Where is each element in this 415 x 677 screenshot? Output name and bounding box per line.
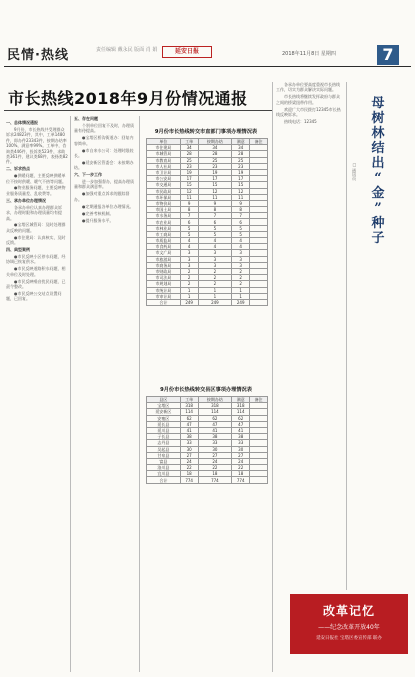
table-cell: 8 (180, 207, 198, 213)
table-cell: 6 (180, 219, 198, 225)
table-cell: 27 (232, 452, 250, 458)
table-cell: 62 (180, 415, 198, 421)
article-paragraph: ●宝塔区城管局：及时处理群众反映的问题。 (6, 222, 66, 233)
table-cell: 市民政局 (147, 188, 181, 194)
article-subheading: 四、典型案例 (6, 247, 30, 253)
table-cell: 市公安局 (147, 176, 181, 182)
table-cell: 41 (180, 427, 198, 433)
table-cell: 1 (232, 287, 250, 293)
table-cell: 38 (232, 434, 250, 440)
table-cell: 8 (198, 207, 232, 213)
table-cell: 41 (198, 427, 232, 433)
table-row (147, 477, 268, 483)
table-cell: 甘泉县 (147, 452, 181, 458)
table-cell: 114 (180, 409, 198, 415)
feature-title-char: 子 (371, 231, 385, 246)
headline-rule (4, 110, 272, 111)
table-cell: 7 (232, 213, 250, 219)
main-headline: 市长热线2018年9月份情况通报 (8, 89, 248, 108)
table1-title: 9月份市长热线转交市直部门事项办理情况表 (154, 129, 258, 135)
table-header-cell: 按期办结 (198, 397, 232, 403)
table-cell: 4 (232, 244, 250, 250)
table-cell: 19 (232, 169, 250, 175)
table-cell: 市林业局 (147, 225, 181, 231)
editor-credit: 责任编辑 戴永民 版面 肖 娟 (96, 47, 158, 53)
table-cell: 市审计局 (147, 293, 181, 299)
promo-banner (290, 594, 408, 654)
table-cell: 47 (198, 421, 232, 427)
table-cell: 市规划局 (147, 281, 181, 287)
article-paragraph: ●宝塔区桥沟街道办：回复内容简单。 (74, 135, 134, 146)
article-paragraph: ●延安新区管委会：未按期办结。 (74, 159, 134, 171)
table-cell: 合计 (147, 299, 181, 305)
article-subheading: 五、存在问题 (74, 116, 98, 121)
article-paragraph: ●市民反映公交站点设置问题，已回复。 (6, 290, 62, 302)
table-cell: 市统计局 (147, 287, 181, 293)
table-cell: 19 (180, 169, 198, 175)
table-cell: 23 (180, 163, 198, 169)
table-cell: 41 (232, 427, 250, 433)
table-cell: 洛川县 (147, 465, 181, 471)
table-cell: 市质监局 (147, 238, 181, 244)
table-cell: 47 (180, 421, 198, 427)
table-cell: 市司法局 (147, 275, 181, 281)
table-cell: 3 (198, 262, 232, 268)
table-cell: 15 (180, 182, 198, 188)
article-paragraph: 各承办单位要高度重视市长热线工作，切实为群众解决实际问题。 (276, 82, 340, 93)
column-divider (139, 116, 140, 672)
article-subheading: 一、总体情况通报 (6, 120, 38, 125)
feature-title-char: 林 (371, 126, 385, 141)
table-cell: 2 (232, 275, 250, 281)
table-cell: 5 (232, 231, 250, 237)
table-cell: 3 (198, 256, 232, 262)
feature-title-char: 种 (371, 216, 385, 231)
column-divider (272, 82, 273, 672)
column-divider (346, 82, 347, 590)
article-paragraph: ●定期通报各单位办理情况。 (82, 203, 134, 209)
table-cell: 12 (232, 188, 250, 194)
table-cell: 62 (198, 415, 232, 421)
table-cell: 38 (180, 434, 198, 440)
table-cell: 62 (232, 415, 250, 421)
table-cell: 18 (180, 471, 198, 477)
feature-title-char: 金 (371, 186, 385, 201)
table-cell: 22 (198, 465, 232, 471)
table-cell: 774 (180, 477, 198, 483)
table-cell: 25 (232, 157, 250, 163)
table-cell (250, 477, 268, 483)
article-paragraph: 市长热线将继续发挥政府与群众之间的桥梁纽带作用。 (276, 94, 340, 105)
table-cell: 市交通局 (147, 182, 181, 188)
table-cell: 318 (198, 403, 232, 409)
table-cell: 市旅游局 (147, 256, 181, 262)
table-cell: 11 (180, 194, 198, 200)
table-cell: 318 (232, 403, 250, 409)
article-paragraph: ●提升服务水平。 (82, 217, 114, 223)
table-cell: 9 (180, 200, 198, 206)
table-cell: 3 (232, 250, 250, 256)
table-cell: 延川县 (147, 427, 181, 433)
table-cell: 2 (198, 268, 232, 274)
table-cell: 7 (180, 213, 198, 219)
article-column-3 (276, 82, 342, 666)
table-cell: 合计 (147, 477, 181, 483)
table-cell: 9 (198, 200, 232, 206)
article-paragraph: 进一步加强督办，提高办理质量和群众满意率。 (74, 179, 134, 190)
table-cell: 1 (198, 293, 232, 299)
table-cell: 市工商局 (147, 231, 181, 237)
banner-title: 改革记忆 (322, 604, 375, 618)
article-paragraph: ●市民反映小区停水问题，经协调已恢复供水。 (6, 253, 66, 265)
table-cell: 28 (232, 151, 250, 157)
article-paragraph: 个别单位回复不及时，办理质量有待提高。 (74, 122, 134, 134)
table-cell: 安塞区 (147, 415, 181, 421)
table-cell: 34 (198, 145, 232, 151)
page-number: 7 (377, 45, 399, 65)
table2 (146, 396, 268, 484)
table-cell: 宝塔区 (147, 403, 181, 409)
article-paragraph: ●完善考核机制。 (82, 210, 114, 216)
table-header-cell: 工单 (180, 397, 198, 403)
table2-title: 9月份市长热线转交县区事项办理情况表 (160, 387, 252, 393)
table-cell: 23 (232, 163, 250, 169)
table-header-cell: 满意 (232, 139, 250, 145)
feature-column (350, 250, 408, 586)
table-cell: 12 (180, 188, 198, 194)
table-cell: 2 (198, 281, 232, 287)
feature-title-char: 出 (371, 156, 385, 171)
table-cell: 市教育局 (147, 157, 181, 163)
table-cell: 11 (198, 194, 232, 200)
table-cell: 17 (198, 176, 232, 182)
article-paragraph: ●市民反映道路积水问题，相关单位及时处理。 (6, 266, 66, 277)
table-cell: 34 (232, 145, 250, 151)
table-cell: 2 (180, 275, 198, 281)
table-cell: 1 (180, 287, 198, 293)
article-paragraph: 各承办单位认真办理群众诉求，办理时限和办理质量均有提高。 (6, 204, 62, 221)
table-cell: 延长县 (147, 421, 181, 427)
table-cell: 2 (232, 268, 250, 274)
table-cell: 延安新区 (147, 409, 181, 415)
article-paragraph: ●供暖问题，主要反映供暖单位不按时供暖、暖气不热等问题。 (6, 173, 66, 184)
table-row (147, 299, 268, 305)
table-cell: 5 (232, 225, 250, 231)
table-cell: 吴起县 (147, 446, 181, 452)
table-cell: 2 (232, 281, 250, 287)
article-column-2 (74, 116, 136, 668)
table-cell: 1 (198, 287, 232, 293)
table-cell: 志丹县 (147, 440, 181, 446)
table-cell: 249 (198, 299, 232, 305)
table-cell: 市文广局 (147, 250, 181, 256)
table-cell: 11 (232, 194, 250, 200)
table-cell: 24 (232, 458, 250, 464)
table-cell: 6 (232, 219, 250, 225)
header-rule (4, 66, 411, 67)
article-paragraph: ●加强对重点诉求的跟踪督办。 (74, 191, 130, 202)
table-cell: 4 (180, 244, 198, 250)
table-cell: 1 (180, 293, 198, 299)
table-cell: 宜川县 (147, 471, 181, 477)
section-title: 民情·热线 (7, 48, 69, 63)
table-cell: 2 (180, 268, 198, 274)
table-cell: 4 (232, 238, 250, 244)
article-column-1 (6, 120, 68, 668)
table-cell: 市农业局 (147, 219, 181, 225)
banner-note: 延安日报社 宝塔区委宣传部 联办 (316, 636, 382, 641)
issue-date: 2018年11月8日 星期四 (282, 51, 336, 57)
table-cell: 6 (198, 219, 232, 225)
table-header-cell: 县区 (147, 397, 181, 403)
table-cell: 318 (180, 403, 198, 409)
table-cell: 2 (198, 275, 232, 281)
table-cell: 774 (232, 477, 250, 483)
table-cell: 27 (180, 452, 198, 458)
table-cell: 4 (180, 238, 198, 244)
table-cell: 24 (180, 458, 198, 464)
table-cell: 27 (198, 452, 232, 458)
table-cell: 114 (232, 409, 250, 415)
table-cell: 30 (180, 446, 198, 452)
table-cell: 5 (180, 225, 198, 231)
table1 (146, 138, 268, 306)
feature-title-char: 树 (371, 111, 385, 126)
article-paragraph: 欢迎广大市民拨打12345市长热线反映诉求。 (276, 106, 341, 118)
table-cell: 子长县 (147, 434, 181, 440)
feature-title-char: “ (374, 171, 382, 186)
table-cell: 市水务局 (147, 213, 181, 219)
table-header-cell: 备注 (250, 139, 268, 145)
table-cell: 23 (198, 163, 232, 169)
table-cell: 7 (198, 213, 232, 219)
table-cell: 33 (198, 440, 232, 446)
table-cell: 市人社局 (147, 163, 181, 169)
table-cell: 774 (198, 477, 232, 483)
table-cell: 114 (198, 409, 232, 415)
table-header-cell: 工单 (180, 139, 198, 145)
table-cell: 22 (180, 465, 198, 471)
table-cell: 24 (198, 458, 232, 464)
newspaper-brand: 延安日报 (162, 46, 212, 58)
table-cell: 249 (232, 299, 250, 305)
table-cell: 3 (180, 250, 198, 256)
table-cell: 4 (198, 244, 232, 250)
table-cell: 5 (180, 231, 198, 237)
table-cell: 富县 (147, 458, 181, 464)
table-cell: 3 (198, 250, 232, 256)
article-paragraph: 9月份，市长热线共受理群众诉求24823件，其中，工单1480件，即办件23343件，按期办结率100%，满意率99%。工单中，咨询类446件，投诉类523件，求助类361件，建议类68件，表扬类82件。 (6, 126, 68, 165)
table-cell: 15 (198, 182, 232, 188)
column-divider (70, 116, 71, 672)
feature-title (365, 96, 391, 246)
article-paragraph: ●市自来水公司：处理时限较长。 (74, 147, 134, 158)
table-cell: 市国土局 (147, 207, 181, 213)
banner-subtitle: ——纪念改革开放40年 (318, 624, 380, 631)
table-cell: 30 (232, 446, 250, 452)
table-cell: 34 (180, 145, 198, 151)
table-header-cell: 满意 (232, 397, 250, 403)
table-cell: 30 (198, 446, 232, 452)
table-cell: 22 (232, 465, 250, 471)
article-subheading: 三、承办单位办理情况 (6, 197, 46, 203)
table-header-cell: 按期办结 (198, 139, 232, 145)
table-cell: 9 (232, 200, 250, 206)
table-cell: 28 (198, 151, 232, 157)
table-cell: 38 (198, 434, 232, 440)
feature-title-char: ” (374, 201, 382, 216)
table-cell: 28 (180, 151, 198, 157)
table-cell: 5 (198, 225, 232, 231)
table-cell: 市住建局 (147, 145, 181, 151)
table-cell: 3 (180, 262, 198, 268)
table-cell: 2 (180, 281, 198, 287)
article-subheading: 六、下一步工作 (74, 172, 102, 178)
table-cell: 8 (232, 207, 250, 213)
table-cell: 25 (198, 157, 232, 163)
table-cell: 15 (232, 182, 250, 188)
article-paragraph: ●物业服务问题，主要反映物业服务质量差、乱收费等。 (6, 185, 66, 196)
table-cell: 市财政局 (147, 268, 181, 274)
table-cell: 市物价局 (147, 200, 181, 206)
feature-title-char: 母 (371, 96, 385, 111)
table-cell: 3 (232, 256, 250, 262)
table-cell: 17 (180, 176, 198, 182)
table-cell: 3 (232, 262, 250, 268)
table-cell: 市商务局 (147, 262, 181, 268)
feature-author: □ 通讯员 (352, 162, 357, 181)
table-cell: 市卫计局 (147, 169, 181, 175)
table-cell: 17 (232, 176, 250, 182)
table-header-cell: 单位 (147, 139, 181, 145)
table-cell: 3 (180, 256, 198, 262)
table-cell: 249 (180, 299, 198, 305)
article-subheading: 二、诉求热点 (6, 166, 30, 172)
table-cell: 5 (198, 231, 232, 237)
feature-title-char: 结 (371, 141, 385, 156)
table-cell: 市食药局 (147, 244, 181, 250)
table-cell: 1 (232, 293, 250, 299)
table-cell: 47 (232, 421, 250, 427)
article-paragraph: ●市住建局：认真核实，及时反馈。 (6, 234, 66, 246)
table-cell: 18 (198, 471, 232, 477)
table-header-cell: 备注 (250, 397, 268, 403)
table-cell: 33 (180, 440, 198, 446)
table-cell: 19 (198, 169, 232, 175)
table-cell: 25 (180, 157, 198, 163)
table-cell: 12 (198, 188, 232, 194)
article-paragraph: 热线电话：12345 (284, 118, 317, 124)
table-cell: 市环保局 (147, 194, 181, 200)
table-cell: 18 (232, 471, 250, 477)
table-cell: 4 (198, 238, 232, 244)
table-cell (250, 299, 268, 305)
table-cell: 市城管局 (147, 151, 181, 157)
article-paragraph: ●市民反映噪音扰民问题，已责令整改。 (6, 278, 66, 289)
table-cell: 33 (232, 440, 250, 446)
